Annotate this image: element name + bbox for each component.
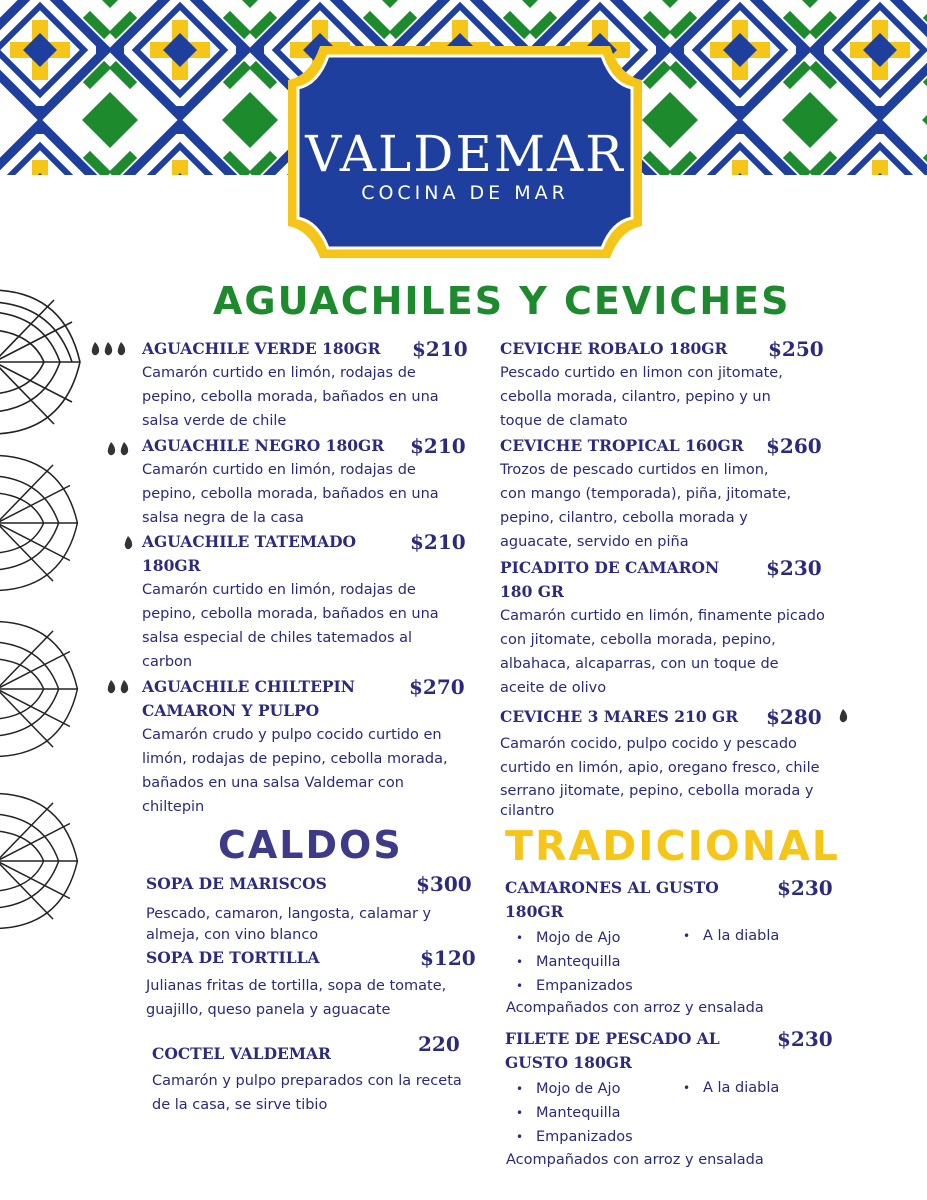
item-description [500,604,825,700]
desc-line: Camarón y pulpo preparados con la receta [152,1073,462,1089]
chili-icon [119,441,130,456]
item-price: $210 [412,337,468,361]
chili-icon [838,708,849,723]
menu-item [146,872,476,948]
spice-level-1 [123,535,136,554]
item-name-line2: 180GR [142,556,201,575]
desc-line: salsa negra de la casa [142,510,304,526]
desc-line: pepino, cebolla morada, bañados en una [142,606,439,622]
item-description [142,578,439,674]
item-name: COCTEL VALDEMAR [152,1044,331,1063]
option-item: • Mojo de Ajo [516,926,633,950]
option-item: • Empanizados [516,974,633,998]
option-item: • Mojo de Ajo [516,1077,633,1101]
item-description [142,361,439,433]
option-item: • A la diabla [683,1076,779,1100]
spice-level-2 [106,679,132,698]
menu-item [500,705,860,825]
logo-brand-text: VALDEMAR [305,125,625,183]
item-description [142,723,448,819]
item-name: CEVICHE TROPICAL 160GR [500,436,744,455]
desc-line: cilantro [500,803,555,819]
desc-line: Camarón cocido, pulpo cocido y pescado [500,736,797,752]
item-name: CEVICHE ROBALO 180GR [500,339,728,358]
desc-line: Camarón curtido en limón, rodajas de [142,582,416,598]
scallop-shell-icon [0,448,84,598]
option-item: • Empanizados [516,1125,633,1149]
desc-line: Julianas fritas de tortilla, sopa de tomate, [146,978,447,994]
item-description [146,902,431,944]
section-title-tradicional: TRADICIONAL [505,822,840,870]
item-price: $260 [766,434,822,458]
menu-item [500,556,860,701]
item-description [500,458,791,554]
desc-line: Camarón crudo y pulpo cocido curtido en [142,727,442,743]
item-description [146,974,446,1022]
item-name-line2: GUSTO 180GR [505,1053,632,1072]
item-price: $230 [777,876,833,900]
item-name: FILETE DE PESCADO AL [505,1029,720,1048]
item-price: $280 [766,705,822,729]
item-price: $300 [416,872,472,896]
desc-line: guajillo, queso panela y aguacate [146,1002,391,1018]
desc-line: bañados en una salsa Valdemar con [142,775,404,791]
chili-icon [103,341,114,356]
chili-icon [116,341,127,356]
desc-line: Pescado curtido en limon con jitomate, [500,365,783,381]
desc-line: aguacate, servido en piña [500,534,689,550]
item-price: $210 [410,434,466,458]
options-list [516,1077,633,1149]
options-list [683,924,779,948]
item-price: $230 [777,1027,833,1051]
menu-item [142,434,472,534]
item-price: $120 [420,946,476,970]
desc-line: con mango (temporada), piña, jitomate, [500,486,792,502]
item-description [152,1069,462,1117]
option-item: • Mantequilla [516,950,633,974]
item-name: AGUACHILE TATEMADO [142,532,357,551]
item-description [142,458,439,530]
options-list [516,926,633,998]
item-name: CAMARONES AL GUSTO [505,878,719,897]
desc-line: serrano jitomate, pepino, cebolla morada y [500,783,814,799]
desc-line: curtido en limón, apio, oregano fresco, chile [500,760,820,776]
desc-line: cebolla morada, cilantro, pepino y un [500,389,771,405]
menu-item [505,1027,835,1077]
desc-line: Pescado, camaron, langosta, calamar y [146,906,432,922]
desc-line: con jitomate, cebolla morada, pepino, [500,632,776,648]
menu-item [500,337,840,437]
item-name-line2: 180GR [505,902,564,921]
menu-item [142,530,472,670]
desc-line: pepino, cebolla morada, bañados en una [142,486,439,502]
item-name: AGUACHILE VERDE 180GR [142,339,381,358]
desc-line: de la casa, se sirve tibio [152,1097,328,1113]
item-name-line2: 180 GR [500,582,564,601]
item-name-line2: CAMARON Y PULPO [142,701,320,720]
desc-line: Camarón curtido en limón, rodajas de [142,365,416,381]
item-name: SOPA DE TORTILLA [146,948,320,967]
scallop-shell-icon [0,614,84,764]
desc-line: pepino, cilantro, cebolla morada y [500,510,748,526]
desc-line: chiltepin [142,799,205,815]
desc-line: limón, rodajas de pepino, cebolla morada, [142,751,448,767]
menu-item [142,675,472,820]
desc-line: pepino, cebolla morada, bañados en una [142,389,439,405]
item-price: $210 [410,530,466,554]
side-note: Acompañados con arroz y ensalada [506,1000,764,1016]
item-name: AGUACHILE NEGRO 180GR [142,436,385,455]
desc-line: albahaca, alcaparras, con un toque de [500,656,779,672]
item-name: AGUACHILE CHILTEPIN [142,677,355,696]
item-price: $270 [409,675,465,699]
item-name: PICADITO DE CAMARON [500,558,720,577]
options-list [683,1076,779,1100]
desc-line: salsa especial de chiles tatemados al [142,630,413,646]
item-price: $230 [766,556,822,580]
menu-item [142,337,472,437]
desc-line: Camarón curtido en limón, finamente picado [500,608,825,624]
logo-subtitle: COCINA DE MAR [361,182,569,204]
section-title-aguachiles: AGUACHILES Y CEVICHES [213,279,791,323]
item-price: $250 [768,337,824,361]
option-item: • Mantequilla [516,1101,633,1125]
chili-icon [123,535,134,550]
menu-item [152,1032,482,1122]
menu-item [146,946,476,1026]
menu-item [505,876,835,926]
chili-icon [106,679,117,694]
desc-line: salsa verde de chile [142,413,287,429]
item-description [500,732,820,820]
restaurant-logo [280,36,650,268]
chili-icon [119,679,130,694]
desc-line: carbon [142,654,193,670]
spice-level-1 [838,708,851,727]
item-name: SOPA DE MARISCOS [146,874,327,893]
desc-line: Camarón curtido en limón, rodajas de [142,462,416,478]
desc-line: Trozos de pescado curtidos en limon, [500,462,769,478]
spice-level-3 [90,341,129,360]
item-name: CEVICHE 3 MARES 210 GR [500,707,739,726]
desc-line: almeja, con vino blanco [146,927,319,943]
chili-icon [90,341,101,356]
menu-item [500,434,840,554]
scallop-shell-icon [0,786,84,936]
item-description [500,361,783,433]
chili-icon [106,441,117,456]
desc-line: toque de clamato [500,413,628,429]
option-item: • A la diabla [683,924,779,948]
spice-level-2 [106,441,132,460]
desc-line: aceite de olivo [500,680,607,696]
section-title-caldos: CALDOS [218,823,403,867]
side-note: Acompañados con arroz y ensalada [506,1152,764,1168]
scallop-shell-icon [0,282,84,442]
item-price: 220 [418,1032,460,1056]
